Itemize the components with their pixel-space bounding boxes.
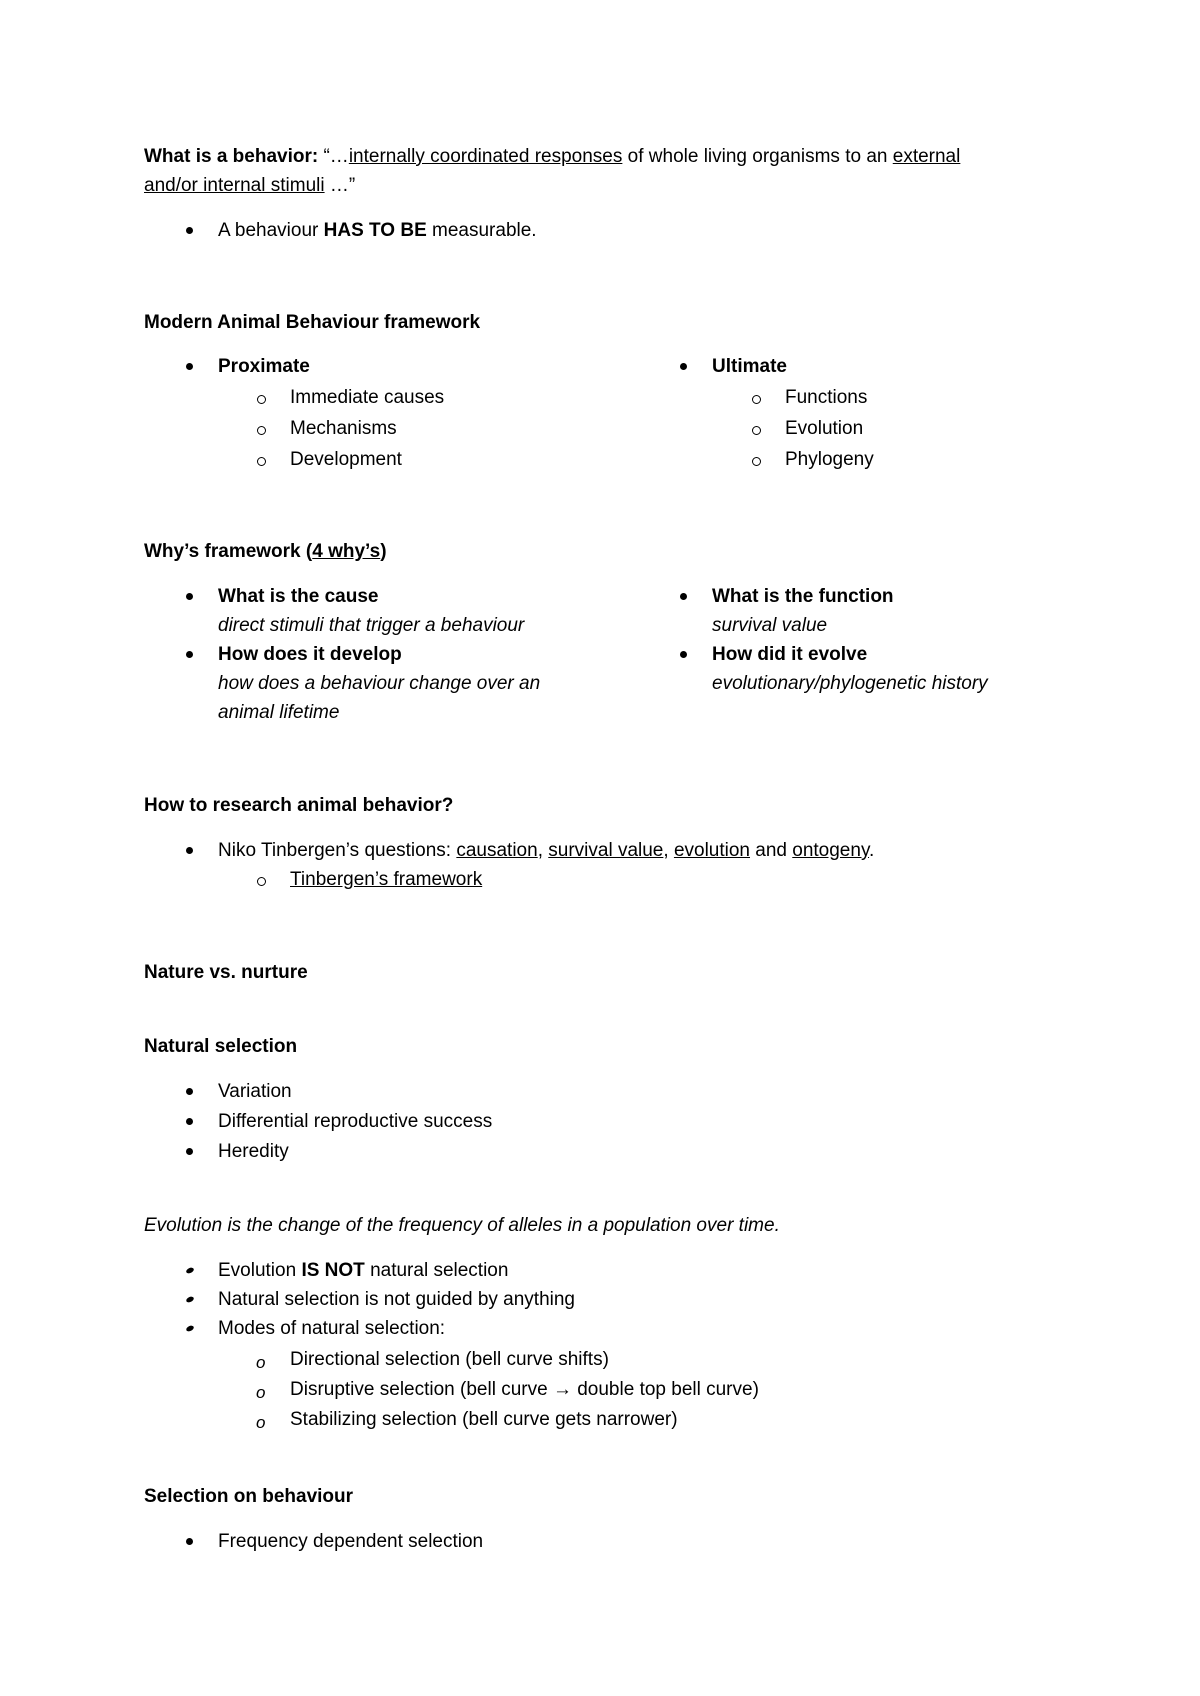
underlined-term-external: external <box>892 146 961 167</box>
section-heading-modern-framework: Modern Animal Behaviour framework <box>144 312 481 333</box>
section-heading-selection-behaviour: Selection on behaviour <box>144 1486 354 1507</box>
why-evolve-label: How did it evolve <box>712 644 868 665</box>
emphasis-is-not: IS NOT <box>301 1260 365 1281</box>
bullet-icon <box>186 227 193 234</box>
natsel-item: Differential reproductive success <box>218 1111 493 1132</box>
selection-mode: Directional selection (bell curve shifts) <box>290 1349 609 1370</box>
sub-bullet-icon <box>257 426 266 435</box>
emphasis-has-to-be: HAS TO BE <box>323 220 427 241</box>
bullet-icon <box>186 847 193 854</box>
sub-bullet-icon <box>257 395 266 404</box>
bullet-icon <box>680 593 687 600</box>
sub-bullet-icon <box>752 395 761 404</box>
sub-bullet-icon <box>752 457 761 466</box>
bullet-icon <box>185 1325 194 1333</box>
bullet-icon <box>186 1088 193 1095</box>
evolution-bullet: Evolution IS NOT natural selection <box>218 1260 509 1281</box>
underlined-causation: causation <box>456 840 538 861</box>
quote-close: …” <box>329 175 356 196</box>
behaviour-item: Frequency dependent selection <box>218 1531 484 1552</box>
why-evolve-description: evolutionary/phylogenetic history <box>712 673 988 694</box>
bullet-icon <box>186 651 193 658</box>
quote-open: “… <box>323 146 349 167</box>
ultimate-item: Phylogeny <box>785 449 874 470</box>
measurable-bullet: A behaviour HAS TO BE measurable. <box>218 220 537 241</box>
why-cause-description: direct stimuli that trigger a behaviour <box>218 615 525 636</box>
natsel-item: Variation <box>218 1081 292 1102</box>
evolution-bullet: Modes of natural selection: <box>218 1318 446 1339</box>
underlined-ontogeny: ontogeny <box>792 840 870 861</box>
sub-bullet-icon <box>257 457 266 466</box>
bullet-icon <box>186 593 193 600</box>
why-function-description: survival value <box>712 615 828 636</box>
why-function-label: What is the function <box>712 586 894 607</box>
behavior-definition-line2 <box>144 175 355 198</box>
section-heading-natural-selection: Natural selection <box>144 1036 298 1057</box>
section-heading-nature-nurture: Nature vs. nurture <box>144 962 308 983</box>
proximate-label: Proximate <box>218 356 310 377</box>
why-develop-label: How does it develop <box>218 644 402 665</box>
section-heading-research: How to research animal behavior? <box>144 795 454 816</box>
ultimate-label: Ultimate <box>712 356 787 377</box>
bullet-icon <box>186 1538 193 1545</box>
bullet-icon <box>186 1118 193 1125</box>
arrow-right-icon: → <box>552 1379 572 1400</box>
underlined-survival-value: survival value <box>548 840 664 861</box>
bullet-icon <box>185 1296 194 1304</box>
sub-bullet-icon <box>752 426 761 435</box>
why-cause-label: What is the cause <box>218 586 379 607</box>
selection-mode: Stabilizing selection (bell curve gets narrower) <box>290 1409 678 1430</box>
proximate-item: Development <box>290 449 402 470</box>
bullet-icon <box>186 1148 193 1155</box>
bullet-icon <box>185 1267 194 1275</box>
evolution-definition: Evolution is the change of the frequency of alleles in a population over time. <box>144 1215 780 1236</box>
bullet-icon <box>680 363 687 370</box>
underlined-term-responses: internally coordinated responses <box>348 146 623 167</box>
sub-bullet-icon: o <box>256 1413 266 1432</box>
selection-mode: Disruptive selection (bell curve → double top bell curve) <box>290 1379 759 1400</box>
evolution-bullet: Natural selection is not guided by anything <box>218 1289 576 1310</box>
underlined-evolution: evolution <box>673 840 750 861</box>
underlined-four-whys: 4 why’s <box>312 541 381 562</box>
bullet-icon <box>680 651 687 658</box>
behavior-definition <box>144 146 960 169</box>
proximate-item: Mechanisms <box>290 418 397 439</box>
why-develop-description-line2: animal lifetime <box>218 702 340 723</box>
why-develop-description: how does a behaviour change over an <box>218 673 541 694</box>
sub-bullet-icon <box>257 877 266 886</box>
bullet-icon <box>186 363 193 370</box>
sub-bullet-icon: o <box>256 1383 266 1402</box>
ultimate-item: Evolution <box>785 418 864 439</box>
proximate-item: Immediate causes <box>290 387 445 408</box>
definition-label: What is a behavior: <box>144 146 319 167</box>
section-heading-whys-framework: Why’s framework (4 why’s) <box>144 541 387 562</box>
natsel-item: Heredity <box>218 1141 289 1162</box>
tinbergen-questions: Niko Tinbergen’s questions: causation, survival value, evolution and ontogeny. <box>218 840 875 861</box>
sub-bullet-icon: o <box>256 1353 266 1372</box>
tinbergen-framework-link[interactable]: Tinbergen’s framework <box>290 869 483 890</box>
ultimate-item: Functions <box>785 387 868 408</box>
definition-text: of whole living organisms to an <box>627 146 888 167</box>
underlined-term-stimuli: and/or internal stimuli <box>144 175 325 196</box>
